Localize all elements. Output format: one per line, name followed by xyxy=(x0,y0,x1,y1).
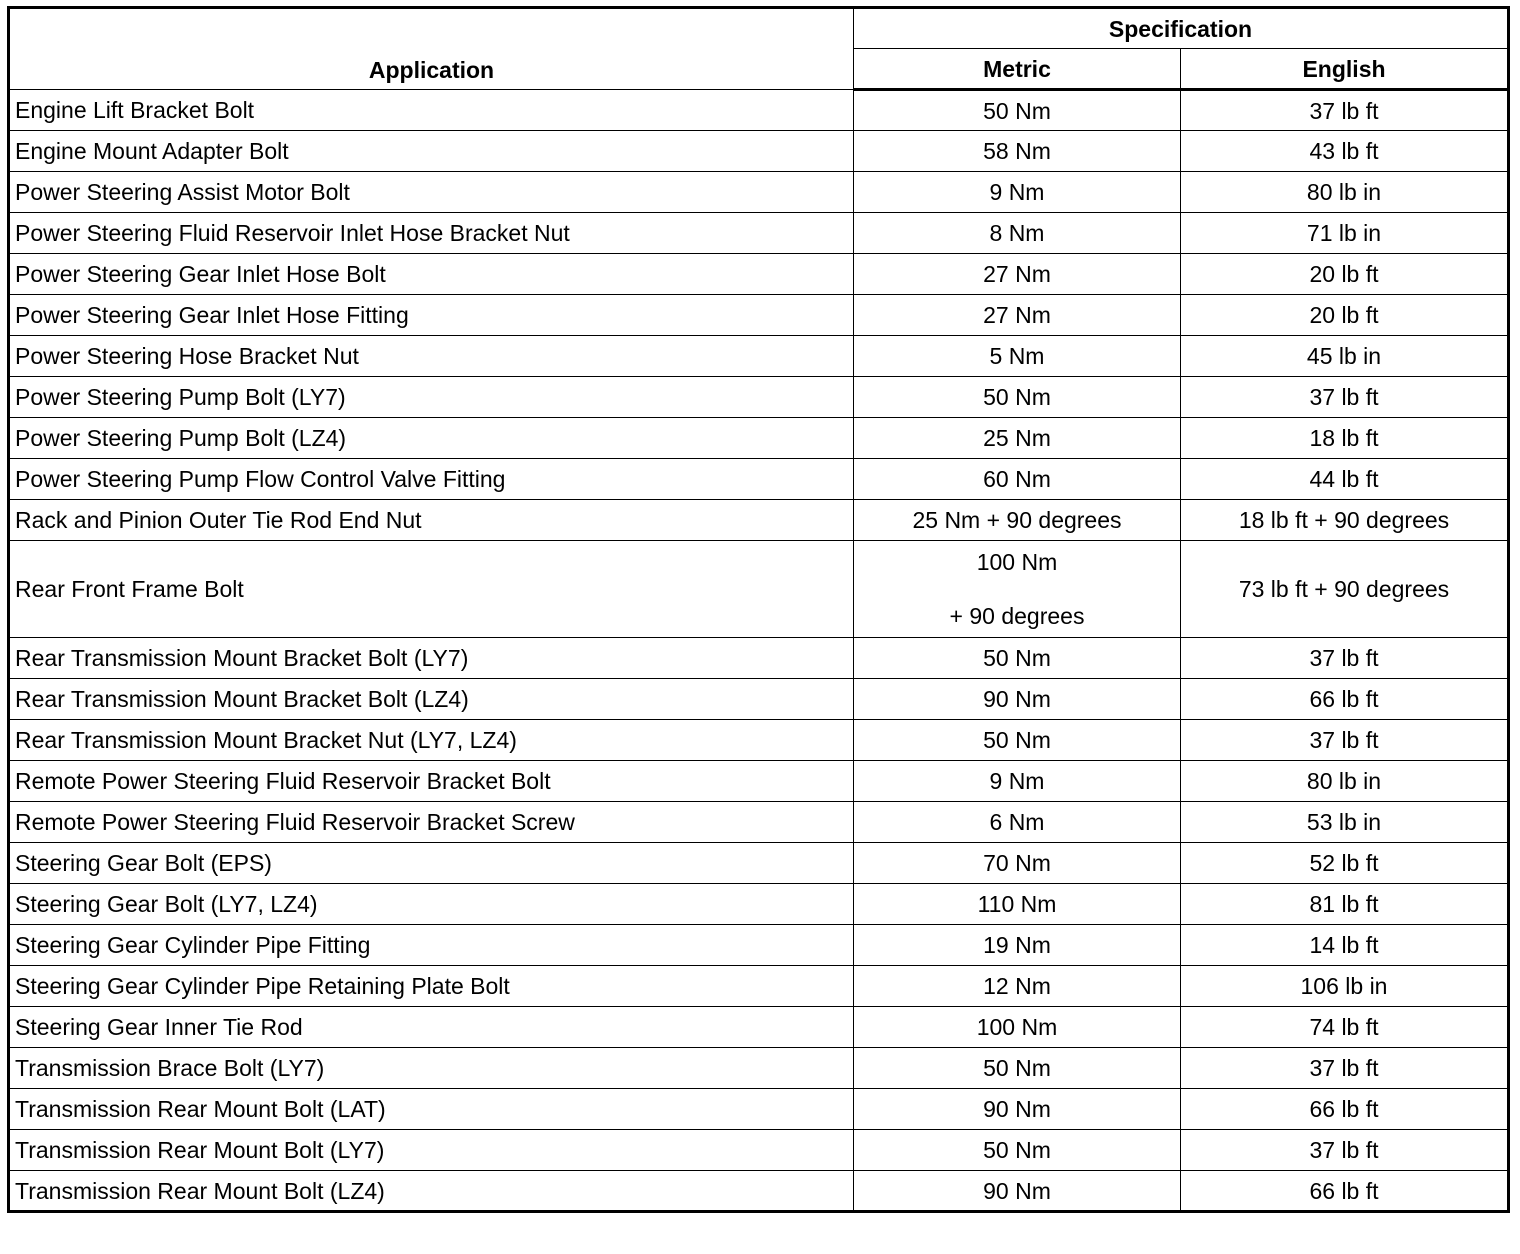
application-cell: Transmission Rear Mount Bolt (LAT) xyxy=(9,1089,854,1130)
table-row xyxy=(9,254,1509,295)
application-cell: Power Steering Fluid Reservoir Inlet Hose Bracket Nut xyxy=(9,213,854,254)
metric-cell: 8 Nm xyxy=(854,213,1181,254)
metric-cell: 6 Nm xyxy=(854,802,1181,843)
metric-cell: 5 Nm xyxy=(854,336,1181,377)
metric-cell: 25 Nm + 90 degrees xyxy=(854,500,1181,541)
table-row xyxy=(9,1171,1509,1212)
line-gap xyxy=(859,575,1175,603)
metric-cell: 12 Nm xyxy=(854,966,1181,1007)
table-row xyxy=(9,1089,1509,1130)
table-row xyxy=(9,679,1509,720)
application-cell: Power Steering Hose Bracket Nut xyxy=(9,336,854,377)
table-row xyxy=(9,802,1509,843)
table-row xyxy=(9,336,1509,377)
english-cell: 66 lb ft xyxy=(1181,679,1509,720)
table-row xyxy=(9,966,1509,1007)
metric-cell: 27 Nm xyxy=(854,295,1181,336)
metric-cell: 25 Nm xyxy=(854,418,1181,459)
column-header-metric: Metric xyxy=(854,49,1181,90)
english-cell: 20 lb ft xyxy=(1181,254,1509,295)
metric-cell: 50 Nm xyxy=(854,638,1181,679)
english-cell: 73 lb ft + 90 degrees xyxy=(1181,541,1509,638)
application-cell: Transmission Brace Bolt (LY7) xyxy=(9,1048,854,1089)
table-row xyxy=(9,418,1509,459)
metric-cell: 9 Nm xyxy=(854,761,1181,802)
table-row xyxy=(9,131,1509,172)
english-cell: 18 lb ft + 90 degrees xyxy=(1181,500,1509,541)
application-cell: Power Steering Pump Bolt (LY7) xyxy=(9,377,854,418)
table-row xyxy=(9,884,1509,925)
english-cell: 14 lb ft xyxy=(1181,925,1509,966)
application-cell: Steering Gear Bolt (EPS) xyxy=(9,843,854,884)
metric-cell: 60 Nm xyxy=(854,459,1181,500)
table-row xyxy=(9,761,1509,802)
english-cell: 106 lb in xyxy=(1181,966,1509,1007)
fastener-specification-table xyxy=(7,6,1510,1213)
application-cell: Transmission Rear Mount Bolt (LZ4) xyxy=(9,1171,854,1212)
table-row xyxy=(9,1048,1509,1089)
table-row xyxy=(9,541,1509,638)
english-cell: 74 lb ft xyxy=(1181,1007,1509,1048)
column-header-english: English xyxy=(1181,49,1509,90)
metric-cell: 19 Nm xyxy=(854,925,1181,966)
table-row xyxy=(9,172,1509,213)
metric-cell: 50 Nm xyxy=(854,720,1181,761)
english-cell: 80 lb in xyxy=(1181,761,1509,802)
application-cell: Remote Power Steering Fluid Reservoir Bracket Screw xyxy=(9,802,854,843)
english-cell: 66 lb ft xyxy=(1181,1089,1509,1130)
metric-cell xyxy=(854,541,1181,638)
english-cell: 53 lb in xyxy=(1181,802,1509,843)
english-cell: 80 lb in xyxy=(1181,172,1509,213)
english-cell: 37 lb ft xyxy=(1181,638,1509,679)
application-cell: Steering Gear Cylinder Pipe Fitting xyxy=(9,925,854,966)
metric-cell: 70 Nm xyxy=(854,843,1181,884)
english-cell: 44 lb ft xyxy=(1181,459,1509,500)
application-cell: Power Steering Pump Bolt (LZ4) xyxy=(9,418,854,459)
metric-cell: 90 Nm xyxy=(854,1089,1181,1130)
application-cell: Steering Gear Bolt (LY7, LZ4) xyxy=(9,884,854,925)
table-row xyxy=(9,500,1509,541)
metric-line-1: 100 Nm xyxy=(976,549,1058,575)
metric-cell: 50 Nm xyxy=(854,1048,1181,1089)
english-cell: 66 lb ft xyxy=(1181,1171,1509,1212)
metric-cell: 110 Nm xyxy=(854,884,1181,925)
application-cell: Steering Gear Cylinder Pipe Retaining Plate Bolt xyxy=(9,966,854,1007)
english-cell: 43 lb ft xyxy=(1181,131,1509,172)
metric-cell: 9 Nm xyxy=(854,172,1181,213)
table-row xyxy=(9,1130,1509,1171)
table-row xyxy=(9,459,1509,500)
table-row xyxy=(9,90,1509,131)
metric-cell: 50 Nm xyxy=(854,90,1181,131)
column-header-specification: Specification xyxy=(854,8,1509,49)
application-cell: Power Steering Pump Flow Control Valve Fitting xyxy=(9,459,854,500)
application-cell: Power Steering Gear Inlet Hose Bolt xyxy=(9,254,854,295)
table-row xyxy=(9,1007,1509,1048)
english-cell: 37 lb ft xyxy=(1181,1048,1509,1089)
english-cell: 20 lb ft xyxy=(1181,295,1509,336)
table-row xyxy=(9,843,1509,884)
table-row xyxy=(9,295,1509,336)
application-cell: Rack and Pinion Outer Tie Rod End Nut xyxy=(9,500,854,541)
english-cell: 37 lb ft xyxy=(1181,377,1509,418)
table-row xyxy=(9,720,1509,761)
table-row xyxy=(9,377,1509,418)
application-cell: Remote Power Steering Fluid Reservoir Bracket Bolt xyxy=(9,761,854,802)
english-cell: 71 lb in xyxy=(1181,213,1509,254)
application-cell: Engine Lift Bracket Bolt xyxy=(9,90,854,131)
application-cell: Engine Mount Adapter Bolt xyxy=(9,131,854,172)
english-cell: 18 lb ft xyxy=(1181,418,1509,459)
english-cell: 37 lb ft xyxy=(1181,1130,1509,1171)
metric-cell: 50 Nm xyxy=(854,377,1181,418)
metric-cell: 100 Nm xyxy=(854,1007,1181,1048)
english-cell: 37 lb ft xyxy=(1181,90,1509,131)
application-cell: Rear Front Frame Bolt xyxy=(9,541,854,638)
english-cell: 81 lb ft xyxy=(1181,884,1509,925)
application-cell: Rear Transmission Mount Bracket Bolt (LZ4) xyxy=(9,679,854,720)
application-cell: Rear Transmission Mount Bracket Nut (LY7, LZ4) xyxy=(9,720,854,761)
application-cell: Transmission Rear Mount Bolt (LY7) xyxy=(9,1130,854,1171)
metric-line-2: + 90 degrees xyxy=(949,603,1085,629)
table-row xyxy=(9,925,1509,966)
metric-cell: 27 Nm xyxy=(854,254,1181,295)
metric-cell: 58 Nm xyxy=(854,131,1181,172)
metric-cell: 90 Nm xyxy=(854,1171,1181,1212)
english-cell: 37 lb ft xyxy=(1181,720,1509,761)
table-row xyxy=(9,638,1509,679)
english-cell: 45 lb in xyxy=(1181,336,1509,377)
table-row xyxy=(9,213,1509,254)
metric-cell: 50 Nm xyxy=(854,1130,1181,1171)
column-header-application: Application xyxy=(9,8,854,90)
application-cell: Steering Gear Inner Tie Rod xyxy=(9,1007,854,1048)
english-cell: 52 lb ft xyxy=(1181,843,1509,884)
application-cell: Rear Transmission Mount Bracket Bolt (LY7) xyxy=(9,638,854,679)
application-cell: Power Steering Assist Motor Bolt xyxy=(9,172,854,213)
metric-cell: 90 Nm xyxy=(854,679,1181,720)
application-cell: Power Steering Gear Inlet Hose Fitting xyxy=(9,295,854,336)
